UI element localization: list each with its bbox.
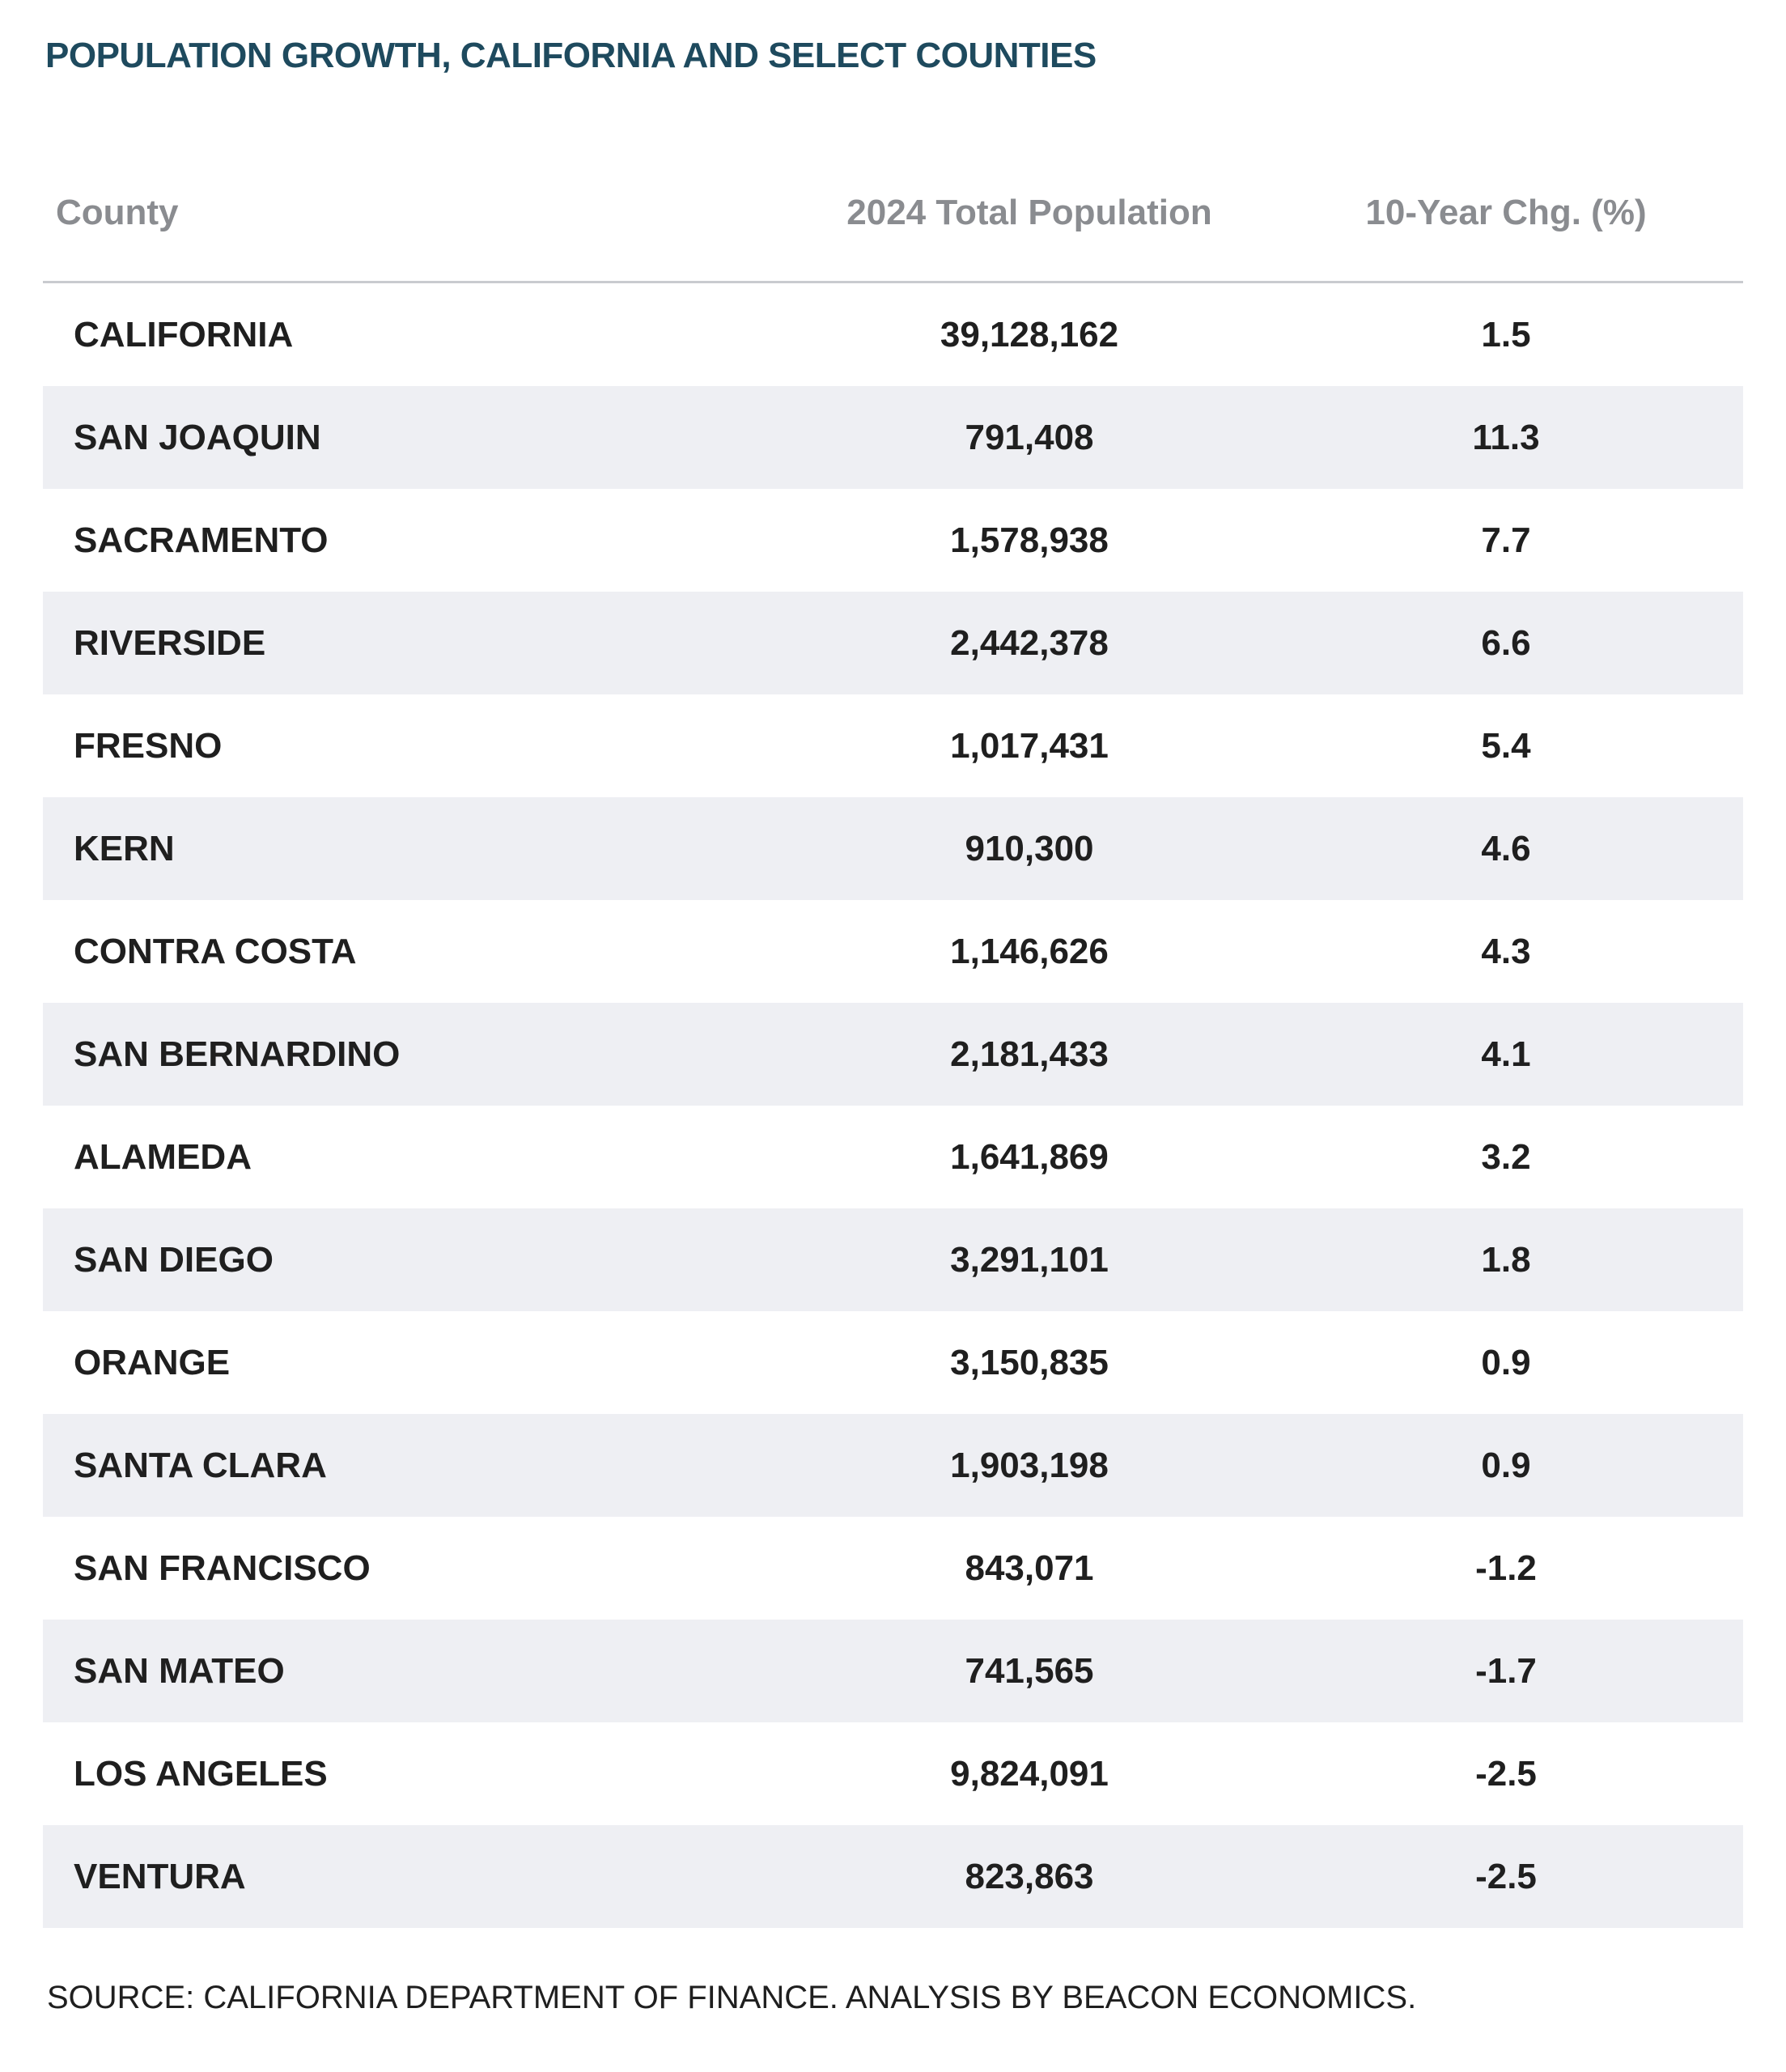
- cell-population: 1,017,431: [950, 725, 1109, 766]
- cell-change: 3.2: [1481, 1136, 1531, 1177]
- cell-county: ALAMEDA: [74, 1136, 252, 1177]
- table-row: [43, 1517, 1743, 1620]
- table-row: [43, 592, 1743, 694]
- cell-county: SANTA CLARA: [74, 1445, 327, 1485]
- cell-change: -1.2: [1475, 1548, 1537, 1588]
- table-row: [43, 1620, 1743, 1722]
- cell-county: SAN DIEGO: [74, 1239, 274, 1280]
- cell-population: 3,291,101: [950, 1239, 1109, 1280]
- table-row: [43, 797, 1743, 900]
- table-row: [43, 1106, 1743, 1208]
- table-row: [43, 900, 1743, 1003]
- table-row: [43, 1208, 1743, 1311]
- cell-county: CONTRA COSTA: [74, 931, 357, 971]
- table-row: [43, 1311, 1743, 1414]
- cell-county: FRESNO: [74, 725, 223, 766]
- cell-change: -2.5: [1475, 1753, 1537, 1794]
- cell-population: 791,408: [965, 417, 1094, 457]
- table-body: [43, 283, 1743, 1928]
- cell-population: 2,442,378: [950, 622, 1109, 663]
- cell-population: 2,181,433: [950, 1034, 1109, 1074]
- table-row: [43, 1414, 1743, 1517]
- cell-change: 1.5: [1481, 314, 1531, 355]
- cell-change: 4.6: [1481, 828, 1531, 868]
- cell-change: 4.1: [1481, 1034, 1531, 1074]
- cell-population: 843,071: [965, 1548, 1094, 1588]
- table-row: [43, 1825, 1743, 1928]
- cell-change: 4.3: [1481, 931, 1531, 971]
- cell-change: 11.3: [1472, 417, 1540, 457]
- cell-county: SAN JOAQUIN: [74, 417, 321, 457]
- cell-county: ORANGE: [74, 1342, 231, 1382]
- cell-county: SACRAMENTO: [74, 520, 329, 560]
- cell-change: -2.5: [1475, 1856, 1537, 1896]
- cell-county: SAN BERNARDINO: [74, 1034, 401, 1074]
- cell-population: 1,903,198: [950, 1445, 1109, 1485]
- table-row: [43, 489, 1743, 592]
- table-row: [43, 694, 1743, 797]
- column-header-county: County: [56, 193, 179, 232]
- table-row: [43, 1003, 1743, 1106]
- cell-change: 7.7: [1481, 520, 1531, 560]
- table-row: [43, 1722, 1743, 1825]
- cell-county: RIVERSIDE: [74, 622, 266, 663]
- cell-population: 1,146,626: [950, 931, 1109, 971]
- population-table: [43, 160, 1743, 1928]
- cell-population: 9,824,091: [950, 1753, 1109, 1794]
- table-header: [43, 160, 1743, 283]
- table-row: [43, 283, 1743, 386]
- cell-change: 0.9: [1481, 1342, 1531, 1382]
- cell-change: -1.7: [1475, 1650, 1537, 1691]
- cell-population: 3,150,835: [950, 1342, 1109, 1382]
- cell-population: 910,300: [965, 828, 1094, 868]
- table-title: POPULATION GROWTH, CALIFORNIA AND SELECT COUNTIES: [45, 36, 1097, 75]
- source-note: SOURCE: CALIFORNIA DEPARTMENT OF FINANCE. ANALYSIS BY BEACON ECONOMICS.: [47, 1980, 1417, 2015]
- cell-change: 1.8: [1481, 1239, 1531, 1280]
- cell-county: KERN: [74, 828, 175, 868]
- cell-population: 39,128,162: [940, 314, 1119, 355]
- column-header-change: 10-Year Chg. (%): [1365, 193, 1647, 232]
- cell-county: SAN FRANCISCO: [74, 1548, 371, 1588]
- cell-population: 1,641,869: [950, 1136, 1109, 1177]
- cell-change: 6.6: [1481, 622, 1531, 663]
- cell-county: VENTURA: [74, 1856, 246, 1896]
- column-header-population: 2024 Total Population: [846, 193, 1212, 232]
- cell-population: 741,565: [965, 1650, 1094, 1691]
- table-row: [43, 386, 1743, 489]
- cell-county: CALIFORNIA: [74, 314, 294, 355]
- cell-population: 1,578,938: [950, 520, 1109, 560]
- cell-change: 0.9: [1481, 1445, 1531, 1485]
- cell-population: 823,863: [965, 1856, 1094, 1896]
- cell-change: 5.4: [1481, 725, 1531, 766]
- cell-county: SAN MATEO: [74, 1650, 285, 1691]
- cell-county: LOS ANGELES: [74, 1753, 328, 1794]
